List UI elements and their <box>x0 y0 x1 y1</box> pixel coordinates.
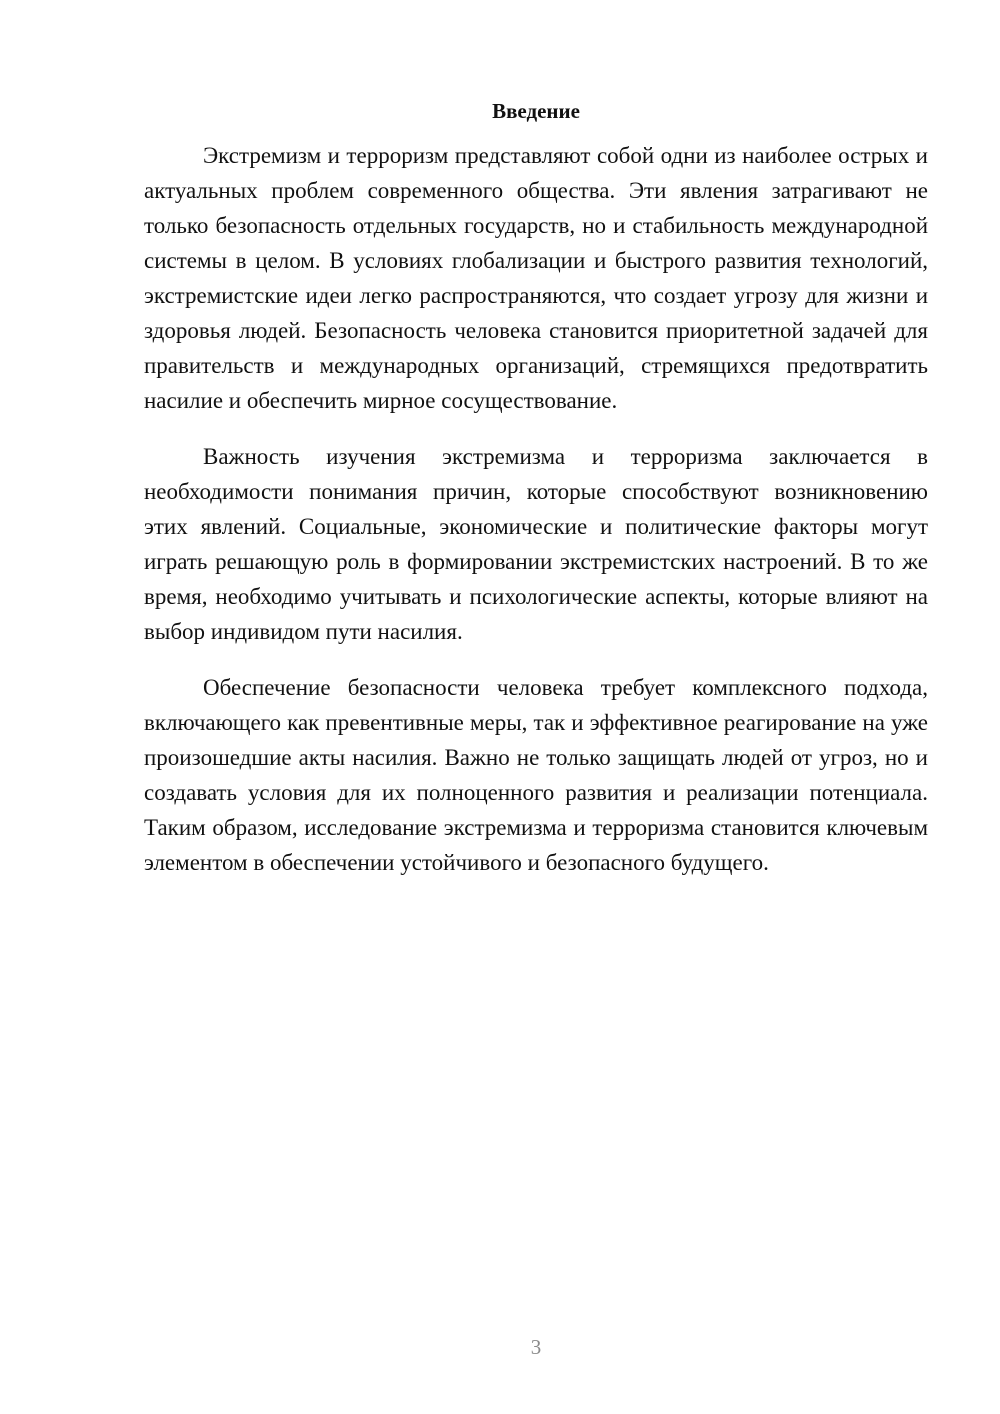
section-title: Введение <box>492 99 580 123</box>
paragraph-3: Обеспечение безопасности человека требует комплексного подхода, включающего как превентивные меры, так и эффективное реагирование на уже произошедшие акты насилия. Важно не только защищать людей от угроз, но и создавать условия для их полноценного развития и реализации потенциала. Таким образом, исследование экстремизма и терроризма становится ключевым элементом в обеспечении устойчивого и безопасного будущего. <box>144 675 928 875</box>
paragraph-2: Важность изучения экстремизма и терроризма заключается в необходимости понимания причин, которые способствуют возникновению этих явлений. Социальные, экономические и политические факторы могут играть решающую роль в формировании экстремистских настроений. В то же время, необходимо учитывать и психологические аспекты, которые влияют на выбор индивидом пути насилия. <box>144 444 928 644</box>
paragraph-1: Экстремизм и терроризм представляют собой одни из наиболее острых и актуальных проблем современного общества. Эти явления затрагивают не только безопасность отдельных государств, но и стабильность международной системы в целом. В условиях глобализации и быстрого развития технологий, экстремистские идеи легко распространяются, что создает угрозу для жизни и здоровья людей. Безопасность человека становится приоритетной задачей для правительств и международных организаций, стремящихся предотвратить насилие и обеспечить мирное сосуществование. <box>144 143 928 413</box>
page-number: 3 <box>530 1335 542 1359</box>
page-content <box>144 96 928 901</box>
